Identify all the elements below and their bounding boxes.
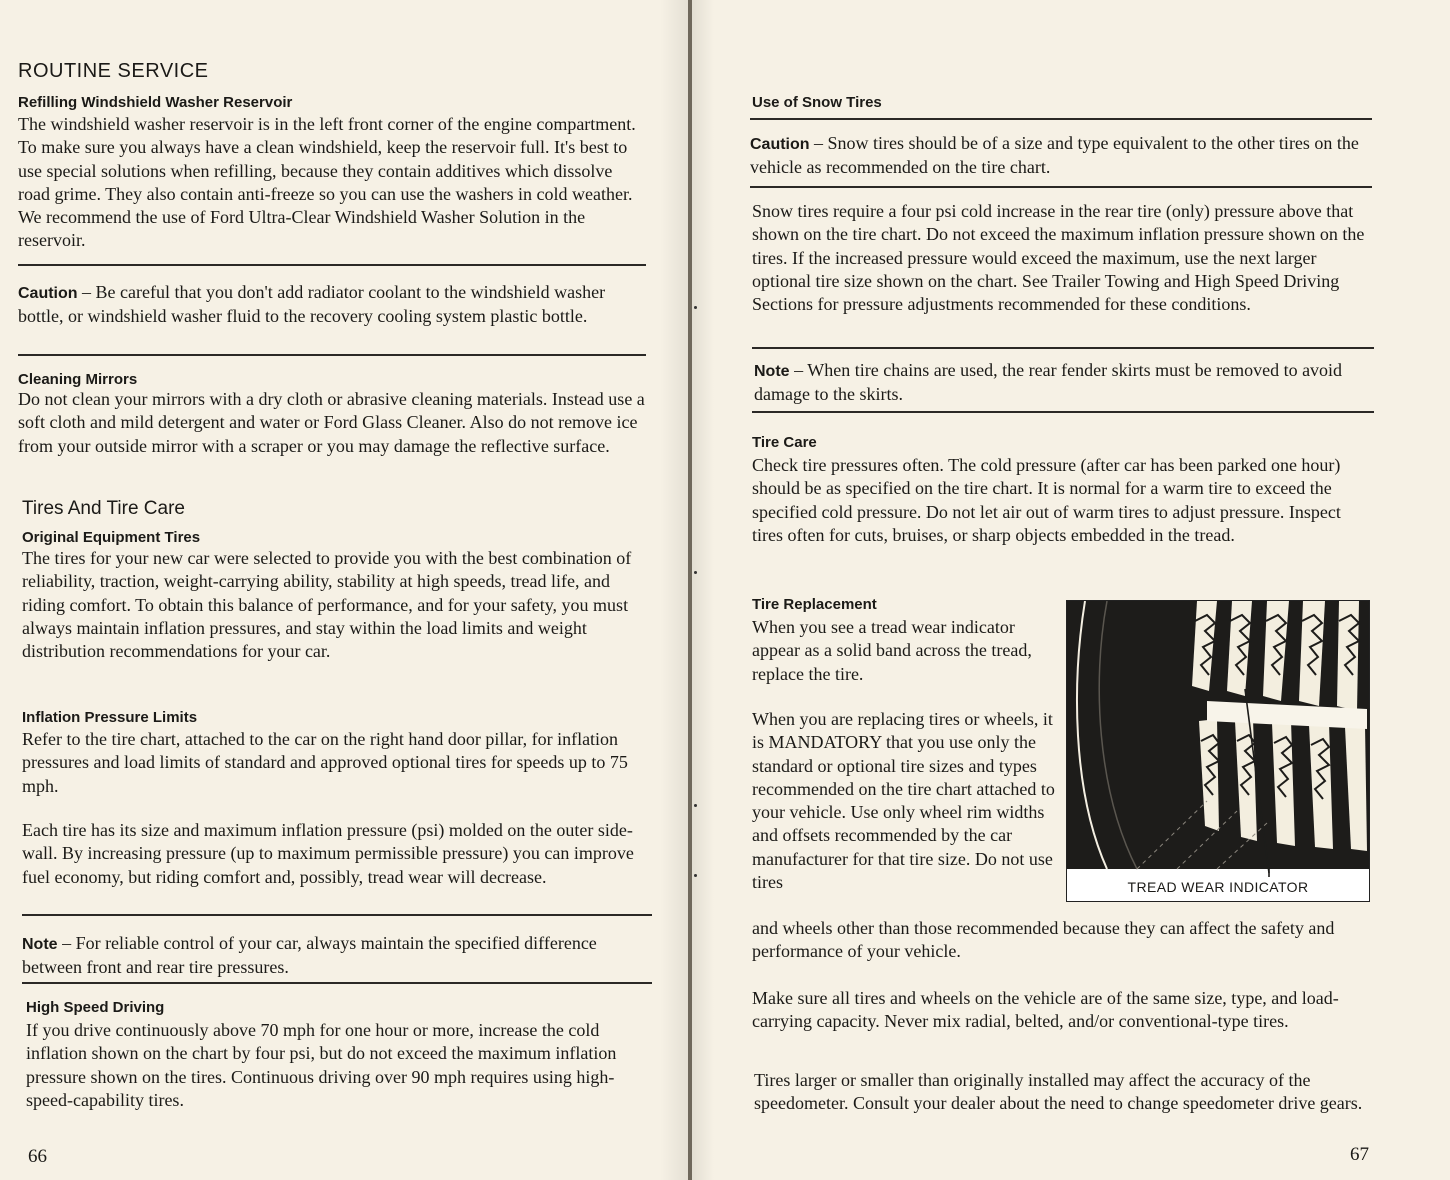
note-text: For reliable control of your car, always maintain the specified difference between front and rear tire pressures. [22, 933, 597, 978]
tire-replacement-text-1: When you see a tread wear indicator appear as a solid band across the tread, replace the tire. [752, 617, 1032, 684]
inflation-text-2: Each tire has its size and maximum inflation pressure (psi) molded on the outer side-wall. By increasing pressure (up to maximum permissible pressure) you can improve fuel economy, but riding comfort and, possibly, tread wear will decrease. [22, 820, 634, 887]
tire-replacement-text-2b: and wheels other than those recommended because they can affect the safety and performance of your vehicle. [752, 918, 1335, 962]
washer-heading: Refilling Windshield Washer Reservoir [18, 94, 293, 111]
tread-wear-figure [1066, 600, 1370, 902]
divider [18, 264, 646, 266]
divider [750, 186, 1372, 188]
divider [22, 914, 652, 916]
tire-illustration [1067, 601, 1369, 901]
original-tires-heading: Original Equipment Tires [22, 529, 201, 546]
caution-box: Caution – Be careful that you don't add radiator coolant to the windshield washer bottle, or windshield washer fluid to the recovery cooling system plastic bottle. [18, 282, 606, 327]
tires-title: Tires And Tire Care [22, 498, 185, 519]
tire-replacement-text-3: Make sure all tires and wheels on the vehicle are of the same size, type, and load-carrying capacity. Never mix radial, belted, and/or conventional-type tires. [752, 988, 1339, 1032]
high-speed-heading: High Speed Driving [26, 999, 165, 1016]
snow-caution-box: Caution – Snow tires should be of a size and type equivalent to the other tires on the vehicle as recommended on the tire chart. [750, 133, 1359, 178]
note-box: Note – For reliable control of your car, always maintain the specified difference between front and rear tire pressures. [22, 933, 597, 978]
inflation-text-1: Refer to the tire chart, attached to the car on the right hand door pillar, for inflation pressures and load limits of standard and approved optional tires for speeds up to 75 mph. [22, 729, 628, 796]
snow-tires-text: Snow tires require a four psi cold increase in the rear tire (only) pressure above that shown on the tire chart. Do not exceed the maximum inflation pressure shown on the tires. If the increased pressure would exceed the maximum, use the next larger optional tire size shown on the chart. See Trailer Towing and High Speed Driving Sections for pressure adjustments recommended for these conditions. [752, 201, 1365, 315]
high-speed-text: If you drive continuously above 70 mph for one hour or more, increase the cold inflation shown on the chart by four psi, but do not exceed the maximum inflation pressure shown on the tires. Continuous driving over 90 mph requires using high-speed-capability tires. [26, 1020, 617, 1110]
figure-caption: TREAD WEAR INDICATOR [1127, 879, 1309, 895]
left-page [0, 0, 688, 1180]
divider [752, 411, 1374, 413]
snow-caution-label: Caution [750, 136, 810, 153]
note-label: Note [22, 936, 58, 953]
page-number: 67 [1350, 1144, 1369, 1165]
chains-note-text: When tire chains are used, the rear fender skirts must be removed to avoid damage to the skirts. [754, 360, 1343, 405]
divider [750, 118, 1372, 120]
tire-replacement-text-4: Tires larger or smaller than originally installed may affect the accuracy of the speedometer. Consult your dealer about the need to change speedometer drive gears. [754, 1070, 1363, 1114]
washer-text: The windshield washer reservoir is in the left front corner of the engine compartment. To make sure you always have a clean windshield, keep the reservoir full. It's best to use special solutions when refilling, because they contain additives which dissolve road grime. They also contain anti-freeze so you can use the washers in cold weather. We recommend the use of Ford Ultra-Clear Windshield Washer Solution in the reservoir. [18, 114, 636, 251]
tire-replacement-heading: Tire Replacement [752, 596, 877, 613]
tire-replacement-text-2a: When you are replacing tires or wheels, it is MANDATORY that you use only the standard or optional tire sizes and types recommended on the tire chart attached to your vehicle. Use only wheel rim widths and offsets recommended by the car manufacturer for that tire size. Do not use tires [752, 709, 1055, 893]
caution-text: Be careful that you don't add radiator coolant to the windshield washer bottle, or windshield washer fluid to the recovery cooling system plastic bottle. [18, 282, 606, 327]
mirrors-heading: Cleaning Mirrors [18, 371, 138, 388]
divider [22, 982, 652, 984]
caution-label: Caution [18, 285, 78, 302]
divider [18, 354, 646, 356]
tire-care-text: Check tire pressures often. The cold pressure (after car has been parked one hour) should be as specified on the tire chart. It is normal for a warm tire to exceed the specified cold pressure. Do not let air out of warm tires to adjust pressure. Inspect tires often for cuts, bruises, or sharp objects embedded in the tread. [752, 455, 1341, 545]
chains-note-box: Note – When tire chains are used, the rear fender skirts must be removed to avoid damage to the skirts. [754, 360, 1343, 405]
right-page [692, 0, 1450, 1180]
snow-caution-text: Snow tires should be of a size and type equivalent to the other tires on the vehicle as recommended on the tire chart. [750, 133, 1359, 178]
tire-care-heading: Tire Care [752, 434, 817, 451]
divider [752, 347, 1374, 349]
inflation-heading: Inflation Pressure Limits [22, 709, 198, 726]
page-number: 66 [28, 1146, 47, 1167]
original-tires-text: The tires for your new car were selected to provide you with the best combination of reliability, traction, weight-carrying ability, stability at high speeds, tread life, and riding comfort. To obtain this balance of performance, and for your safety, you must always maintain inflation pressures, and stay within the load limits and weight distribution recommendations for your car. [22, 548, 632, 662]
mirrors-text: Do not clean your mirrors with a dry cloth or abrasive cleaning materials. Instead use a soft cloth and mild detergent and water or Ford Glass Cleaner. Also do not remove ice from your outside mirror with a scraper or you may damage the reflective surface. [18, 389, 645, 456]
chains-note-label: Note [754, 363, 790, 380]
section-title: ROUTINE SERVICE [18, 60, 209, 82]
snow-tires-heading: Use of Snow Tires [752, 94, 882, 111]
